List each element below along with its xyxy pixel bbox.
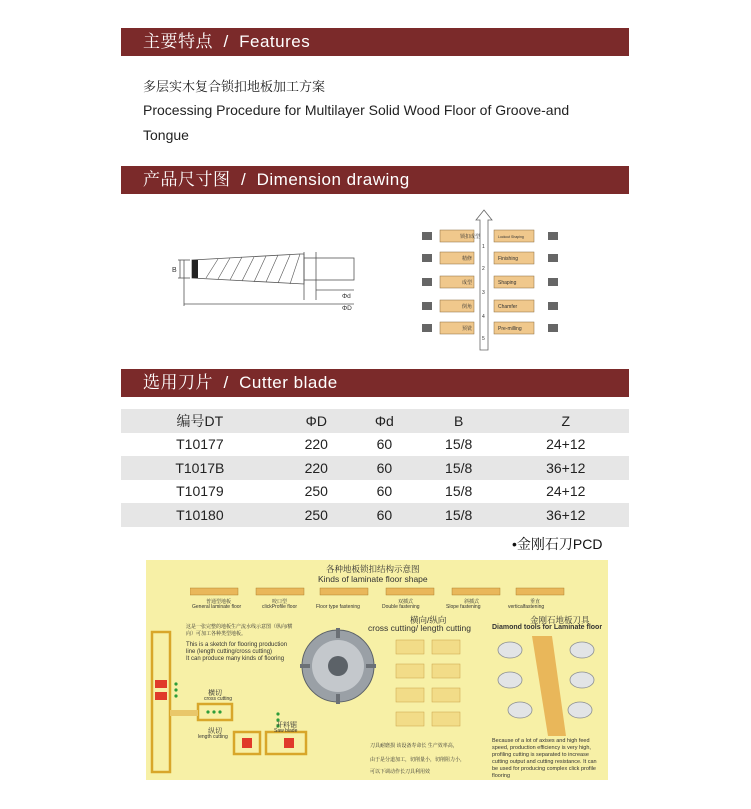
label-d-small: Φd <box>342 293 351 300</box>
profile-en-2: clickProfile floor <box>262 604 298 610</box>
flow-cn-4: 倒角 <box>462 304 473 310</box>
cross-cut-cn: 横切 <box>208 690 222 697</box>
header-dt: 编号DT <box>121 409 279 433</box>
profile-en-4: Double fastening <box>382 604 420 610</box>
laminate-floor-panel <box>146 560 608 780</box>
cell: 220 <box>304 436 328 453</box>
flow-num-1: 1 <box>482 244 485 250</box>
profile-cn-6: 垂直 <box>530 599 541 605</box>
flow-cn-1: 锁扣成型 <box>460 234 481 240</box>
cutting-profiles <box>392 638 472 738</box>
cutter-title: 选用刀片 / Cutter blade <box>143 373 338 392</box>
bottom-en-4: cutting output and cutting resistance. It can <box>492 759 597 765</box>
label-b: B <box>172 267 177 274</box>
cell: T10179 <box>176 483 224 500</box>
cell: 60 <box>354 456 415 480</box>
dimension-header-bar <box>121 166 629 194</box>
flow-cn-3: 成型 <box>462 280 473 286</box>
saw-blade-cn: 开料锯 <box>276 722 297 729</box>
table-row <box>121 456 629 480</box>
bottom-cn-1: 刀具耐磨损 该设备寿命长 生产效率高， <box>370 743 458 749</box>
cell: 250 <box>279 503 354 527</box>
cell: 15/8 <box>445 436 473 453</box>
sketch-en-2: line (length cutting/cross cutting) <box>186 649 273 655</box>
cell: 15/8 <box>415 456 503 480</box>
middle-title-en: cross cutting/ length cutting <box>368 623 472 633</box>
right-title-cn: 金刚石地板刀具 <box>530 615 590 625</box>
features-line-en-2: Tongue <box>143 127 189 143</box>
features-header-bar <box>121 28 629 56</box>
bottom-en-1: Because of a lot of axises and high feed <box>492 738 590 744</box>
bottom-en-2: speed, production efficiency is very high, <box>492 745 591 751</box>
table-row <box>121 480 629 504</box>
cutter-header-bar <box>121 369 629 397</box>
profile-cn-2: 咬口型 <box>272 599 288 605</box>
flow-num-3: 3 <box>482 290 485 296</box>
cell: 60 <box>376 483 393 500</box>
right-title-en: Diamond tools for Laminate floor <box>492 624 603 631</box>
flow-cn-5: 预铣 <box>462 326 473 332</box>
flow-num-5: 5 <box>482 336 485 342</box>
processing-flow-drawing <box>418 208 578 353</box>
flow-num-4: 4 <box>482 314 485 320</box>
cutter-spec-table <box>121 409 629 527</box>
profile-en-3: Floor type fastening <box>316 604 360 610</box>
table-row <box>121 503 629 527</box>
profile-cn-5: 斜插式 <box>464 599 480 605</box>
flow-en-4: Chamfer <box>498 304 518 310</box>
cell: 15/8 <box>415 503 503 527</box>
cross-cut-en: cross cutting <box>204 696 233 702</box>
profile-cn-4: 双插式 <box>398 599 414 605</box>
cell: 60 <box>376 436 393 453</box>
saw-blade-en: Saw blade <box>274 728 298 734</box>
profile-en-5: Slope fastening <box>446 604 481 610</box>
flow-en-2: Finishing <box>498 256 519 262</box>
cell: 15/8 <box>445 483 473 500</box>
profile-en-6: verticalfastening <box>508 604 545 610</box>
label-d-big: ΦD <box>342 305 352 312</box>
dimension-title: 产品尺寸图 / Dimension drawing <box>143 170 410 189</box>
flow-en-1: Lockcut Shaping <box>498 235 524 239</box>
flow-cn-2: 精修 <box>462 256 473 262</box>
flow-num-2: 2 <box>482 266 485 272</box>
bottom-en-3: profiling cutting is separated to increase <box>492 752 589 758</box>
sketch-en-1: This is a sketch for flooring production <box>186 642 288 648</box>
length-cut-en: length cutting <box>198 734 228 740</box>
cell: 60 <box>354 503 415 527</box>
sketch-cn: 这是一张完整的地板生产流水线示意图（纵向/横向）可加工各种类型地板。 <box>186 624 293 637</box>
header-b: B <box>415 409 503 433</box>
diamond-tools-image <box>496 634 604 738</box>
sketch-en-3: It can produce many kinds of flooring <box>186 656 285 662</box>
features-line-cn: 多层实木复合锁扣地板加工方案 <box>143 79 326 94</box>
profile-cn-1: 普通型地板 <box>206 599 232 605</box>
profile-en-1: General laminate floor <box>192 604 242 610</box>
bottom-en-6: flooring <box>492 773 511 779</box>
cell: 36+12 <box>502 503 629 527</box>
cell: T10177 <box>176 436 224 453</box>
cell: 24+12 <box>546 436 586 453</box>
cell: 250 <box>304 483 328 500</box>
bottom-cn-3: 可以下调动作长刀具利用效 <box>370 769 431 775</box>
bottom-en-5: be used for producing complex click profile <box>492 766 596 772</box>
panel-title-en: Kinds of laminate floor shape <box>318 574 428 584</box>
bottom-cn-2: 由于是分道加工，切削量小，切削阻力小， <box>370 757 466 763</box>
flow-en-3: Shaping <box>498 280 517 286</box>
cutter-dimension-drawing <box>170 240 370 312</box>
middle-title-cn: 横向/纵向 <box>410 615 447 625</box>
flow-en-5: Pre-milling <box>498 326 522 332</box>
features-line-en-1: Processing Procedure for Multilayer Solid Wood Floor of Groove-and <box>143 102 570 118</box>
cutter-head-image <box>298 626 378 706</box>
header-id: Φd <box>354 409 415 433</box>
cell: 36+12 <box>502 456 629 480</box>
cell: 24+12 <box>546 483 586 500</box>
header-od: ΦD <box>279 409 354 433</box>
cell: T10180 <box>121 503 279 527</box>
table-row <box>121 433 629 457</box>
length-cut-cn: 纵切 <box>208 728 222 735</box>
header-z: Z <box>502 409 629 433</box>
features-title: 主要特点 / Features <box>143 32 311 51</box>
cell: 220 <box>279 456 354 480</box>
cell: T1017B <box>121 456 279 480</box>
pcd-note: •金刚石刀PCD <box>512 536 603 552</box>
panel-title-cn: 各种地板锁扣结构示意图 <box>326 564 420 574</box>
table-header-row <box>121 409 629 433</box>
